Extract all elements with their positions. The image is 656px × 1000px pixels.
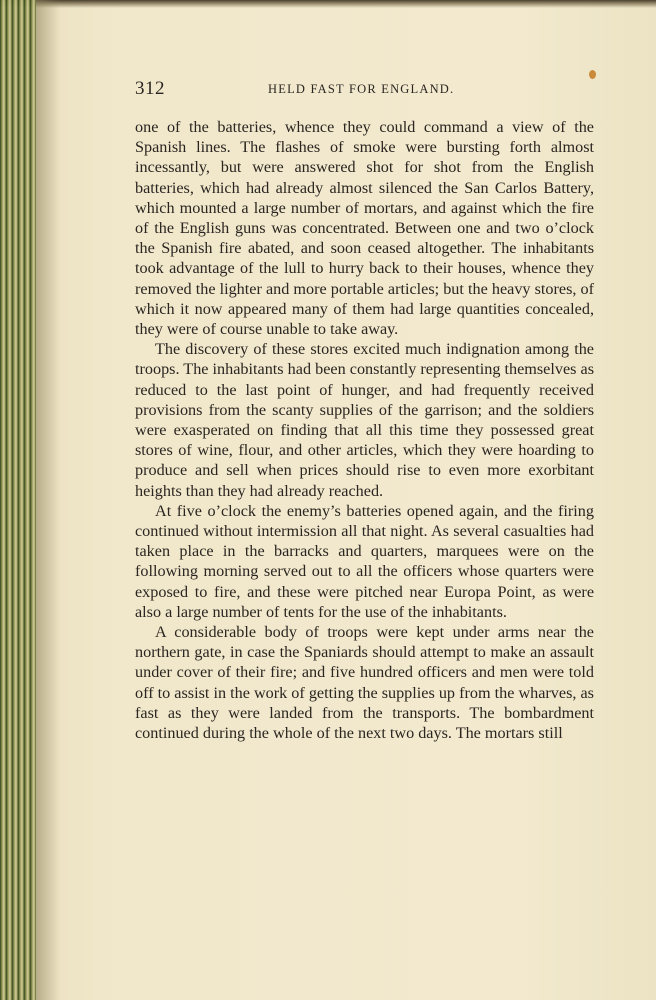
gutter-shadow: [36, 0, 60, 1000]
paragraph-1: one of the batteries, whence they could command a view of the Spanish lines. The flashes of smoke were bursting forth almost incessantly, but were answered shot for shot from the English batteries, which had already almost silenced the San Carlos Battery, which mounted a large number of mortars, and against which the fire of the English guns was concentrated. Between one and two o’clock the Spanish fire abated, and soon ceased altogether. The inhabitants took advantage of the lull to hurry back to their houses, whence they removed the lighter and more portable articles; but the heavy stores, of which it now appeared many of them had large quantities concealed, they were of course unable to take away.: [135, 118, 594, 339]
page-header: [135, 78, 595, 102]
paragraph-4: A considerable body of troops were kept under arms near the northern gate, in case the Spaniards should attempt to make an assault under cover of their fire; and five hundred officers and men were told off to assist in the work of getting the supplies up from the wharves, as fast as they were landed from the transports. The bombardment continued during the whole of the next two days. The mortars still: [135, 623, 594, 743]
paragraph-2: The discovery of these stores excited much indignation among the troops. The inhabitants had been constantly representing themselves as reduced to the last point of hunger, and had frequently received provisions from the scanty supplies of the garrison; and the soldiers were exasperated on finding that all this time they possessed great stores of wine, flour, and other articles, which they were hoarding to produce and sell when prices should rise to even more exorbitant heights than they had already reached.: [135, 340, 594, 500]
running-title: HELD FAST FOR ENGLAND.: [268, 82, 455, 96]
page-number: 312: [135, 78, 165, 99]
book-binding-edge: [0, 0, 36, 1000]
body-text: [135, 117, 594, 743]
top-edge-shadow: [0, 0, 656, 8]
paragraph-3: At five o’clock the enemy’s batteries opened again, and the firing continued without intermission all that night. As several casualties had taken place in the barracks and quarters, marquees were on the following morning served out to all the officers whose quarters were exposed to fire, and these were pitched near Europa Point, as were also a large number of tents for the use of the inhabitants.: [135, 501, 594, 621]
ink-spot: [589, 70, 596, 79]
